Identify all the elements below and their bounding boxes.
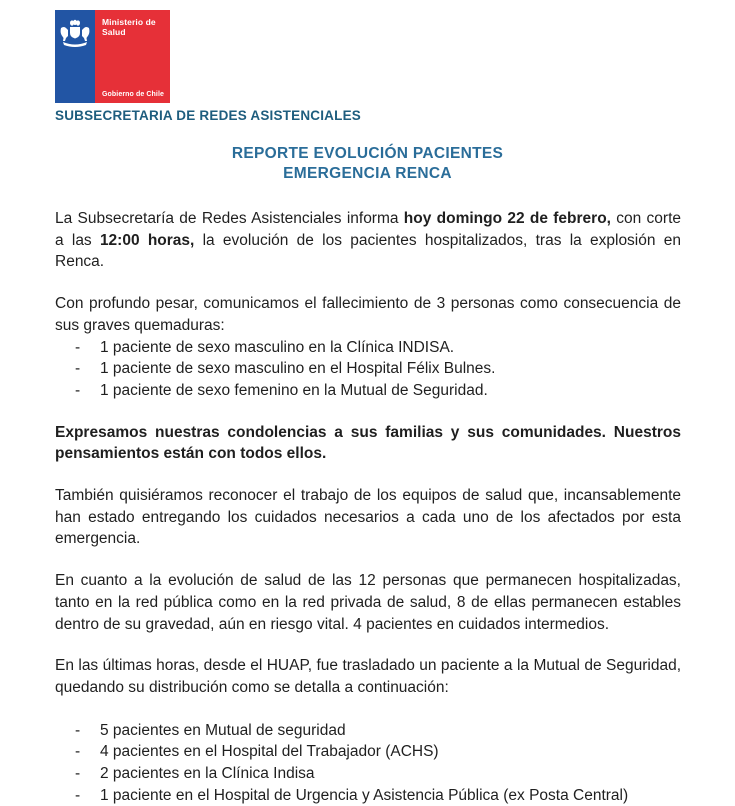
dash-bullet: - <box>75 765 81 783</box>
subsecretaria-heading: SUBSECRETARIA DE REDES ASISTENCIALES <box>55 108 361 123</box>
list-item <box>55 741 681 763</box>
distribution-item-text: 4 pacientes en el Hospital del Trabajador (ACHS) <box>100 743 439 761</box>
logo-ministry-label: Ministerio de Salud <box>102 17 156 37</box>
paragraph-health-teams: También quisiéramos reconocer el trabajo de los equipos de salud que, incansablemente han estado entregando los cuidados necesarios a cada uno de los afectados por esta emergencia. <box>55 487 681 548</box>
document-body <box>0 208 735 806</box>
p1-bold-time: 12:00 horas, <box>99 231 195 249</box>
distribution-item-text: 2 pacientes en la Clínica Indisa <box>100 765 315 783</box>
deceased-list <box>55 337 681 402</box>
dash-bullet: - <box>75 338 81 356</box>
p1-text: La Subsecretaría de Redes Asistenciales informa <box>55 210 404 227</box>
list-item <box>55 720 681 742</box>
chile-coat-of-arms-icon <box>59 20 91 50</box>
logo-red-panel <box>95 10 170 103</box>
dash-bullet: - <box>75 743 81 761</box>
p1-text-mid: con corte a las <box>55 210 681 249</box>
document-title <box>0 144 735 184</box>
list-item <box>55 358 681 380</box>
p1-bold-date: hoy domingo 22 de febrero, <box>403 210 611 227</box>
dash-bullet: - <box>75 786 81 804</box>
list-item <box>55 785 681 806</box>
logo-government-label: Gobierno de Chile <box>102 91 164 98</box>
distribution-item-text: 1 paciente en el Hospital de Urgencia y Asistencia Pública (ex Posta Central) <box>100 786 629 804</box>
p1-text-post: la evolución de los pacientes hospitalizados, tras la explosión en Renca. <box>55 231 681 271</box>
report-document <box>0 10 735 804</box>
dash-bullet: - <box>75 360 81 378</box>
deceased-item-text: 1 paciente de sexo femenino en la Mutual de Seguridad. <box>100 381 488 399</box>
paragraph-transfer: En las últimas horas, desde el HUAP, fue trasladado un paciente a la Mutual de Seguridad, quedando su distribución como se detalla a continuación: <box>55 657 681 696</box>
logo-blue-panel <box>55 10 95 103</box>
deceased-item-text: 1 paciente de sexo masculino en el Hospital Félix Bulnes. <box>100 360 496 378</box>
ministry-of-health-logo <box>55 10 170 103</box>
dash-bullet: - <box>75 721 81 739</box>
distribution-list <box>55 720 681 806</box>
list-item <box>55 380 681 402</box>
paragraph-patient-status: En cuanto a la evolución de salud de las 12 personas que permanecen hospitalizadas, tanto en la red pública como en la red privada de salud, 8 de ellas permanecen estables dentro de su gravedad, aún en riesgo vital. 4 pacientes en cuidados intermedios. <box>55 572 681 633</box>
paragraph-deceased-intro: Con profundo pesar, comunicamos el fallecimiento de 3 personas como consecuencia de sus graves quemaduras: <box>55 295 681 334</box>
dash-bullet: - <box>75 381 81 399</box>
list-item <box>55 337 681 359</box>
list-item <box>55 763 681 785</box>
deceased-item-text: 1 paciente de sexo masculino en la Clínica INDISA. <box>100 338 455 356</box>
document-title-line2: EMERGENCIA RENCA <box>283 165 452 182</box>
document-title-line1: REPORTE EVOLUCIÓN PACIENTES <box>231 145 504 162</box>
distribution-item-text: 5 pacientes en Mutual de seguridad <box>100 721 346 739</box>
paragraph-condolences: Expresamos nuestras condolencias a sus familias y sus comunidades. Nuestros pensamientos están con todos ellos. <box>55 423 681 463</box>
paragraph-report-intro <box>55 208 681 273</box>
